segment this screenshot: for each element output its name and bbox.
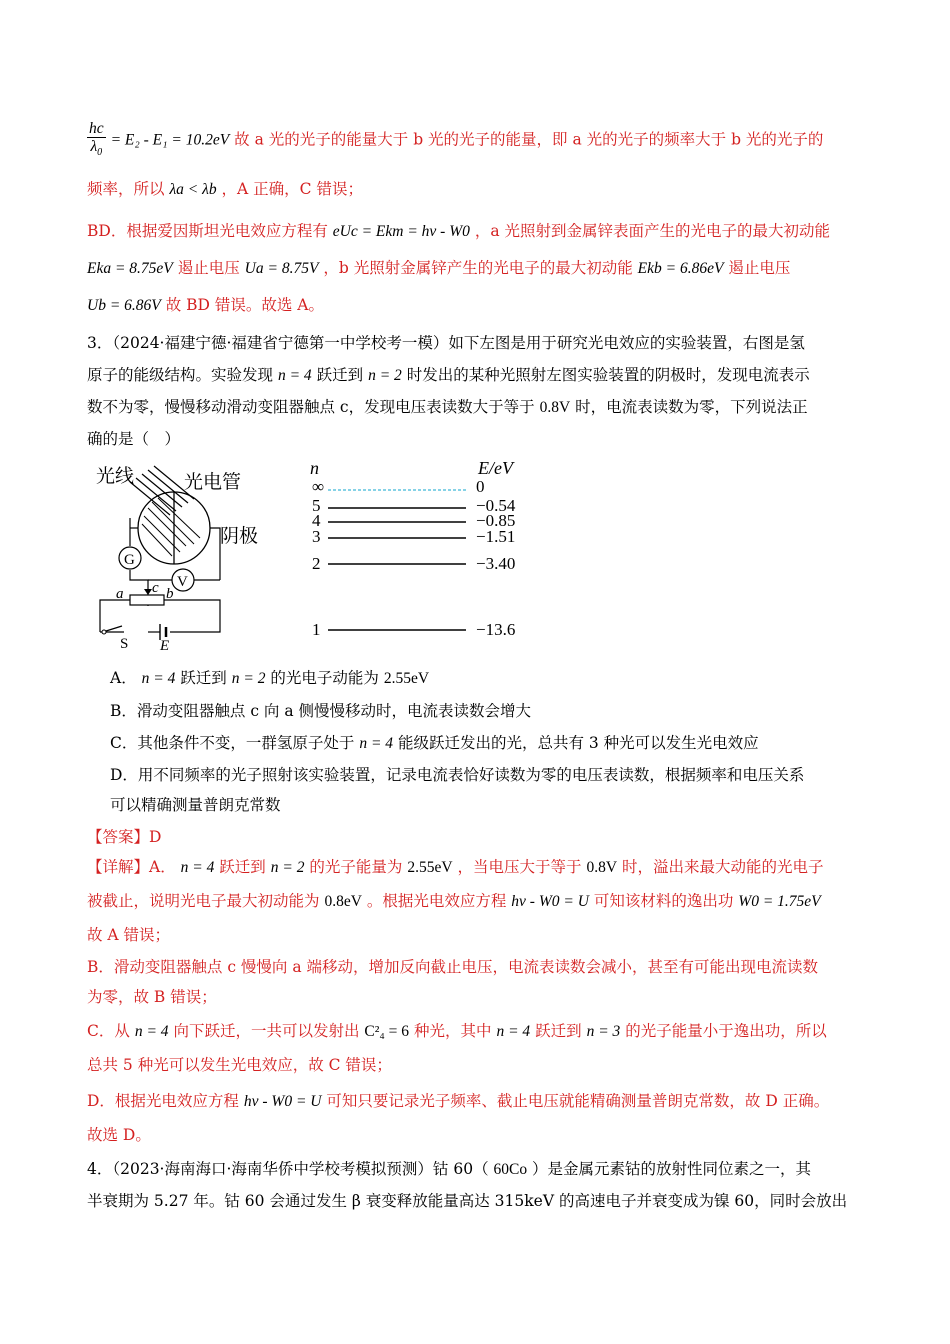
energy-level-diagram — [300, 456, 540, 646]
einstein-formula: eUc = Ekm = hν - W0 — [332, 223, 470, 240]
solution-line-3: BD．根据爱因斯坦光电效应方程有 eUc = Ekm = hν - W0 ，a 光照射到金属锌表面产生的光电子的最大初动能 — [87, 222, 830, 240]
svg-text:c: c — [152, 580, 159, 596]
level-energy-label: −0.54 — [476, 496, 516, 515]
level-n-label: 4 — [312, 511, 321, 530]
lambda-compare: λa < λb — [169, 181, 217, 198]
hc-over-lambda0: $\frac{hc}{\lambda_0}$ — [89, 120, 104, 159]
tube-label: 光电管 — [184, 471, 242, 493]
detail-line-6: C．从 n = 4 向下跃迁，一共可以发射出 C²₄ = 6 种光，其中 n = 4 跃迁到 n = 3 的光子能量小于逸出功，所以 — [87, 1022, 827, 1040]
level-energy-label: −3.40 — [476, 554, 516, 573]
level-n-label: 2 — [312, 554, 321, 573]
answer-label: 【答案】D — [87, 828, 162, 846]
svg-text:G: G — [124, 552, 135, 568]
detail-line-5: 为零，故 B 错误； — [87, 988, 217, 1006]
level-energy-label: 0 — [476, 477, 485, 496]
q3-line-3: 数不为零，慢慢移动滑动变阻器触点 c，发现电压表读数大于等于 0.8V 时，电流表读数为零，下列说法正 — [87, 398, 808, 416]
n-axis-label: n — [310, 458, 319, 478]
q4-line-2: 半衰期为 5.27 年。钴 60 会通过发生 β 衰变释放能量高达 315keV 的高速电子并衰变成为镍 60，同时会放出 — [87, 1192, 848, 1210]
detail-line-7: 总共 5 种光可以发生光电效应，故 C 错误； — [87, 1056, 392, 1074]
energy-levels — [312, 477, 516, 639]
level-energy-label: −13.6 — [476, 620, 516, 639]
solution-line-2: 频率，所以 λa < λb ，A 正确，C 错误； — [87, 180, 363, 198]
energy-formula: = E₂ - E₁ = 10.2eV — [110, 131, 230, 149]
solution-line-1 — [87, 120, 823, 161]
svg-text:V: V — [177, 574, 188, 590]
level-n-label: 5 — [312, 496, 321, 515]
switch-label: S — [120, 636, 129, 650]
cathode-label: 阴极 — [220, 525, 259, 547]
detail-line-4: B．滑动变阻器触点 c 慢慢向 a 端移动，增加反向截止电压，电流表读数会减小，甚至有可能出现电流读数 — [87, 958, 819, 976]
level-energy-label: −1.51 — [476, 527, 516, 546]
slider-contact — [144, 589, 152, 595]
q4-line-1: 4．（2023·海南海口·海南华侨中学校考模拟预测）钴 60（ 60Co ）是金属元素钴的放射性同位素之一，其 — [87, 1160, 812, 1178]
level-n-label: 3 — [312, 527, 321, 546]
light-label: 光线 — [96, 465, 135, 487]
switch — [106, 626, 122, 631]
option-a[interactable]: A． n = 4 跃迁到 n = 2 的光电子动能为 2.55eV — [110, 669, 430, 687]
photoelectric-circuit-diagram — [90, 460, 270, 650]
q3-line-2: 原子的能级结构。实验发现 n = 4 跃迁到 n = 2 时发出的某种光照射左图实验装置的阴极时，发现电流表示 — [87, 366, 810, 384]
svg-text:E: E — [160, 638, 170, 650]
level-energy-label: −0.85 — [476, 511, 516, 530]
q3-line-1: 3．（2024·福建宁德·福建省宁德第一中学校考一模）如下左图是用于研究光电效应的实验装置，右图是氢 — [87, 334, 805, 352]
svg-text:b: b — [166, 586, 174, 602]
option-d-cont: 可以精确测量普朗克常数 — [110, 796, 281, 814]
energy-axis-label: E/eV — [478, 458, 513, 478]
detail-line-2: 被截止，说明光电子最大初动能为 0.8eV 。根据光电效应方程 hν - W0 = U 可知该材料的逸出功 W0 = 1.75eV — [87, 892, 821, 910]
level-n-label: ∞ — [312, 477, 325, 496]
detail-line-8: D．根据光电效应方程 hν - W0 = U 可知只要记录光子频率、截止电压就能精确测量普朗克常数，故 D 正确。 — [87, 1092, 830, 1110]
detail-line-1: 【详解】A． n = 4 跃迁到 n = 2 的光子能量为 2.55eV ，当电压大于等于 0.8V 时，溢出来最大动能的光电子 — [87, 858, 824, 876]
solution-text-1: 故 a 光的光子的能量大于 b 光的光子的能量，即 a 光的光子的频率大于 b 光的光子的 — [234, 130, 824, 149]
detail-line-3: 故 A 错误； — [87, 926, 171, 944]
option-b[interactable]: B．滑动变阻器触点 c 向 a 侧慢慢移动时，电流表读数会增大 — [110, 702, 532, 720]
q3-line-4: 确的是（ ） — [87, 430, 181, 448]
level-n-label: 1 — [312, 620, 321, 639]
svg-text:a: a — [116, 586, 124, 602]
solution-line-4: Eka = 8.75eV 遏止电压 Ua = 8.75V ，b 光照射金属锌产生的光电子的最大初动能 Ekb = 6.86eV 遏止电压 — [87, 259, 791, 277]
solution-line-5: Ub = 6.86V 故 BD 错误。故选 A。 — [87, 296, 324, 314]
detail-line-9: 故选 D。 — [87, 1126, 151, 1144]
option-c[interactable]: C．其他条件不变，一群氢原子处于 n = 4 能级跃迁发出的光，总共有 3 种光可以发生光电效应 — [110, 734, 759, 752]
option-d[interactable]: D．用不同频率的光子照射该实验装置，记录电流表恰好读数为零的电压表读数，根据频率和电压关系 — [110, 766, 805, 784]
rheostat — [130, 595, 164, 605]
